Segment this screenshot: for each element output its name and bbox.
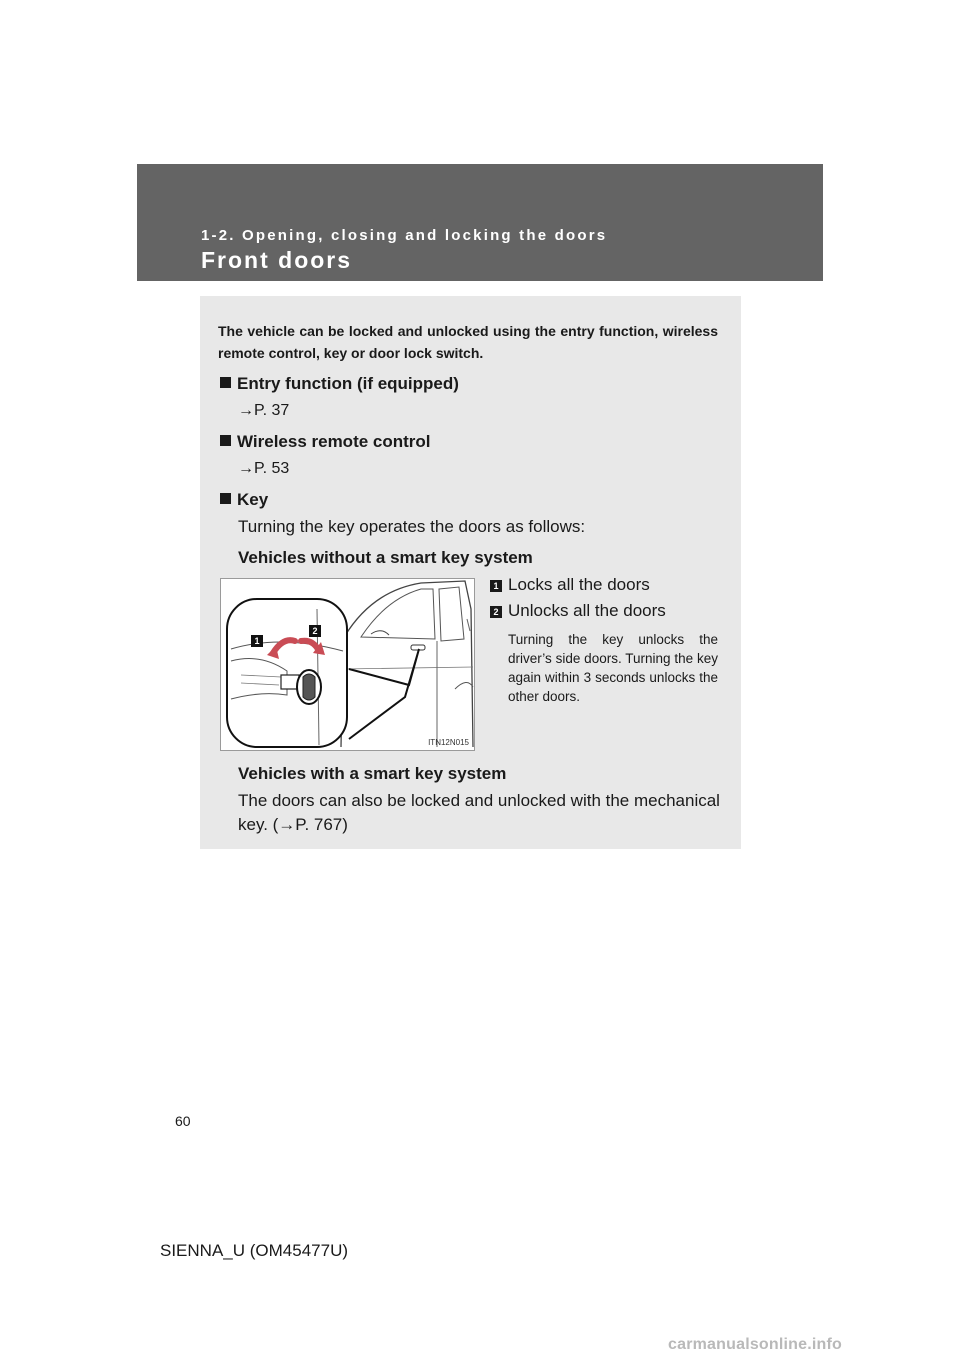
svg-text:1: 1 xyxy=(254,636,260,646)
figure-id: ITN12N015 xyxy=(428,738,469,747)
page-number: 60 xyxy=(175,1113,191,1129)
legend-item-lock xyxy=(490,575,650,595)
without-smart-key-heading: Vehicles without a smart key system xyxy=(238,548,533,567)
number-1-icon: 1 xyxy=(490,580,502,592)
entry-function-ref: →P. 37 xyxy=(238,402,290,419)
square-bullet-icon xyxy=(220,377,231,388)
section-title: 1-2. Opening, closing and locking the doors xyxy=(201,227,608,244)
content-panel xyxy=(200,296,741,849)
key-door-illustration xyxy=(220,578,475,751)
unlock-note: Turning the key unlocks the driver’s side doors. Turning the key again within 3 seconds unlocks the other doors. xyxy=(508,632,718,704)
legend-item-unlock xyxy=(490,601,666,621)
key-heading: Key xyxy=(220,490,268,510)
wireless-remote-heading: Wireless remote control xyxy=(220,432,431,452)
intro-text: The vehicle can be locked and unlocked using the entry function, wireless remote control, key or door lock switch. xyxy=(218,323,718,361)
with-smart-key-heading: Vehicles with a smart key system xyxy=(238,764,507,783)
square-bullet-icon xyxy=(220,493,231,504)
document-code: SIENNA_U (OM45477U) xyxy=(160,1241,349,1260)
svg-text:2: 2 xyxy=(312,626,318,636)
wireless-remote-ref: →P. 53 xyxy=(238,460,290,477)
smart-key-text-line2: key. (→P. 767) xyxy=(238,815,348,834)
key-description: Turning the key operates the doors as follows: xyxy=(238,517,586,536)
legend-label: Locks all the doors xyxy=(508,575,650,594)
door-key-drawing xyxy=(221,579,474,750)
section-header xyxy=(137,164,823,281)
square-bullet-icon xyxy=(220,435,231,446)
watermark: carmanualsonline.info xyxy=(668,1336,843,1353)
smart-key-text-line1: The doors can also be locked and unlocked with the mechanical xyxy=(238,791,720,810)
entry-function-heading: Entry function (if equipped) xyxy=(220,374,459,394)
page-title: Front doors xyxy=(201,247,353,273)
legend-label: Unlocks all the doors xyxy=(508,601,666,620)
number-2-icon: 2 xyxy=(490,606,502,618)
